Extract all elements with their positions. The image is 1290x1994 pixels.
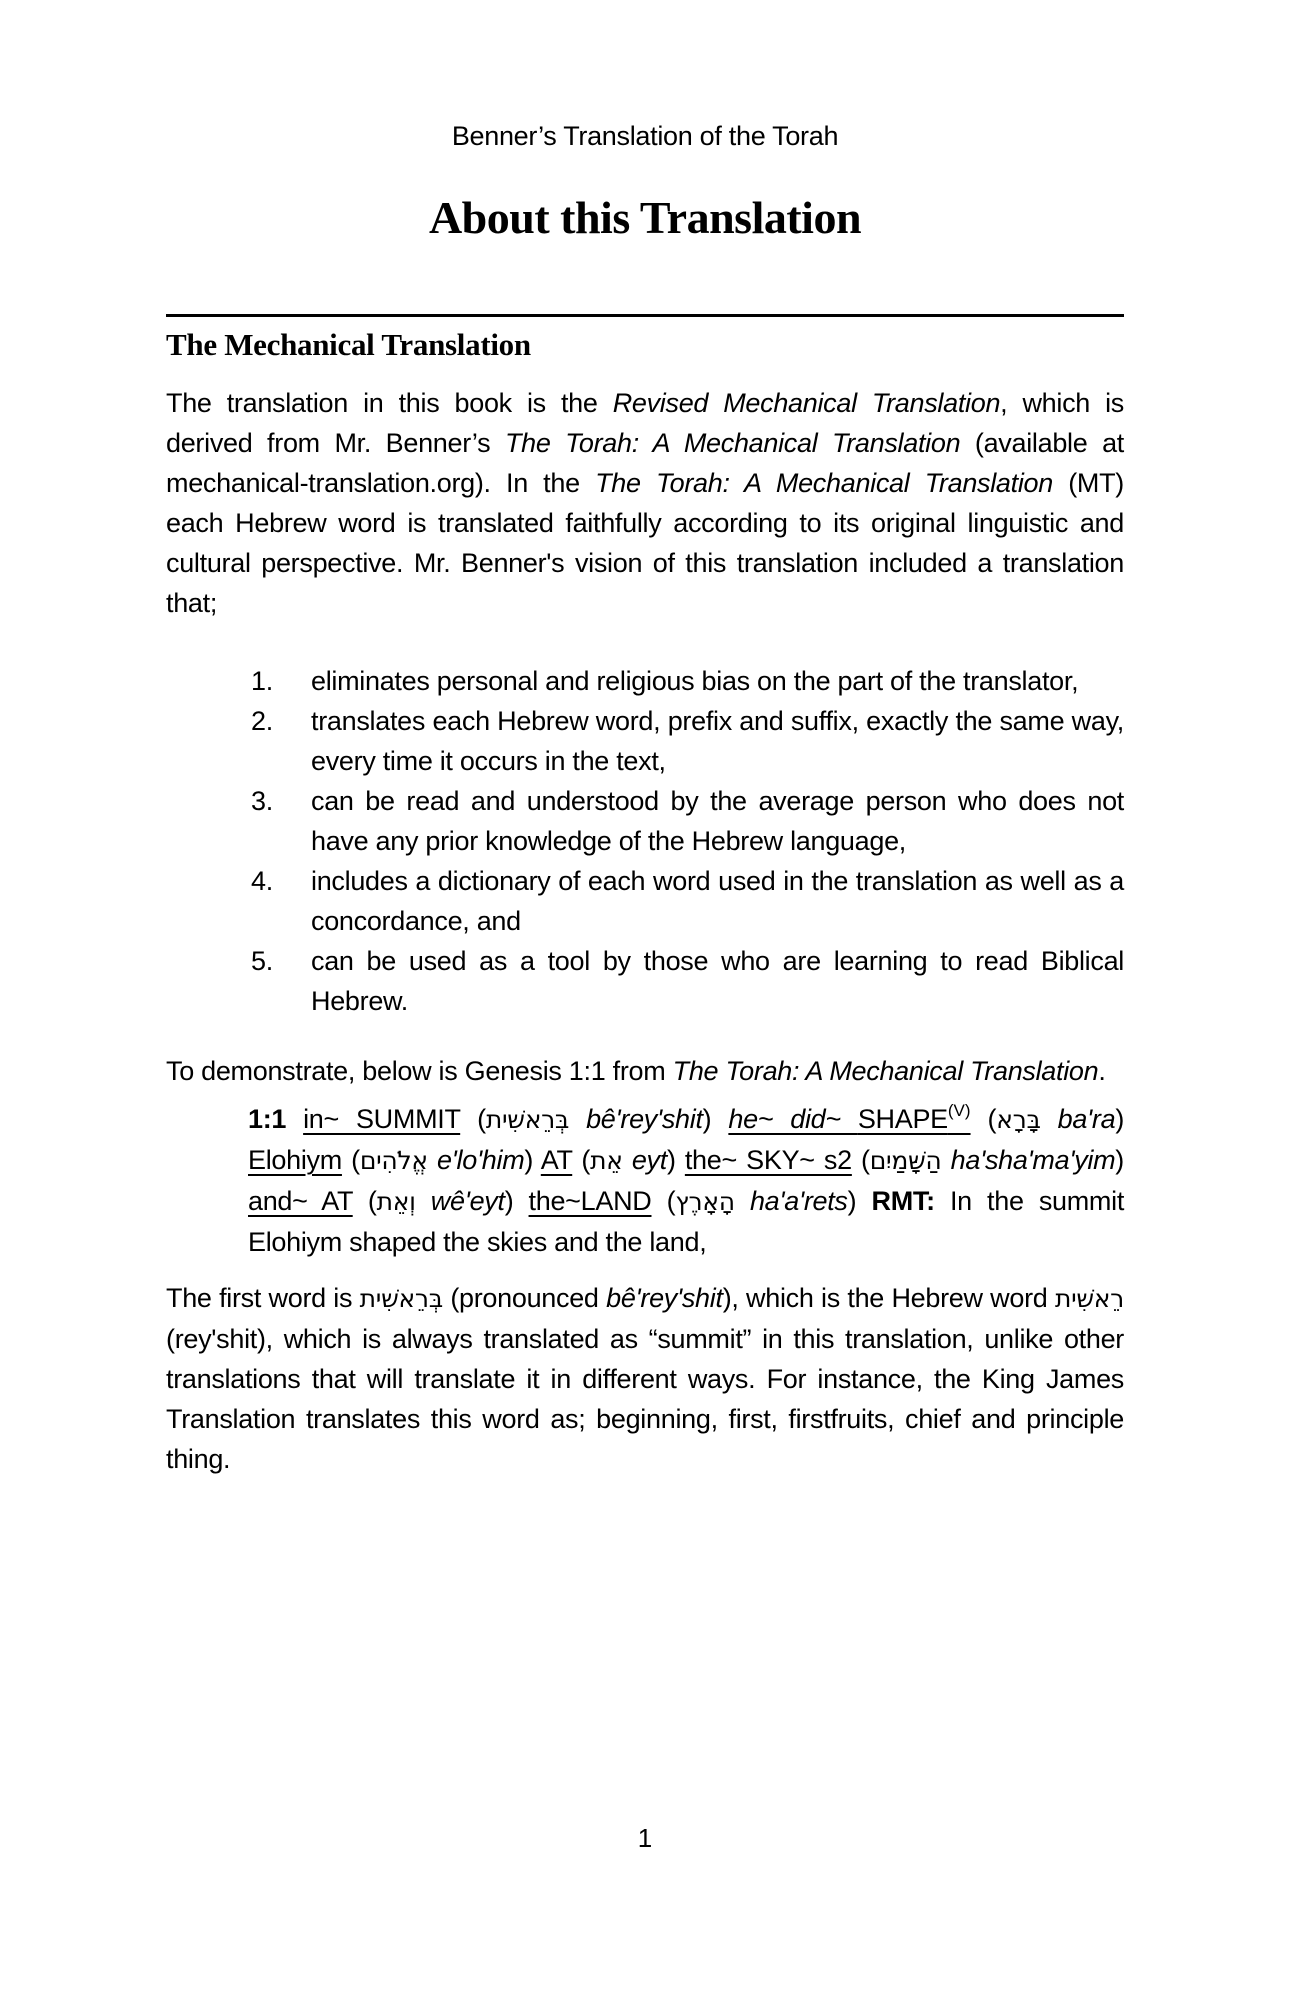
hebrew-word: וְאֵת (376, 1187, 416, 1216)
intro-paragraph: The translation in this book is the Revised Mechanical Translation, which is derived from Mr. Benner’s The Torah: A Mechanical Translation (available at mechanical-translation.org). In the The Torah: A Mechanical Translation (MT) each Hebrew word is translated faithfully according to its original linguistic and cultural perspective. Mr. Benner's vision of this translation included a translation that; (166, 388, 1125, 618)
verse-block: 1:1 in~ SUMMIT (בְּרֵאשִׁית bê'rey'shit) he~ did~ $SHAPE^{(V)}$ (בָּרָא ba'ra) Elohiym (אֱלֹהִים e'lo'him) AT (אֵת eyt) the~ SKY~ s2 (הַשָּׁמַיִם ha'sha'ma'yim) and~ AT (וְאֵת wê'eyt) the~LAND (הָאָרֶץ ha'a'rets) RMT: In the summit Elohiym shaped the skies and the land, (248, 1101, 1125, 1257)
hebrew-word: בָּרָא (996, 1105, 1041, 1134)
running-header: Benner’s Translation of the Torah (451, 121, 839, 151)
list-item-text: can be used as a tool by those who are learning to read Biblical Hebrew. (311, 946, 1124, 1016)
hebrew-word: הַשָּׁמַיִם (869, 1146, 942, 1175)
list-item-number: 1. (251, 666, 273, 696)
list-item (166, 781, 1124, 861)
list-item-text: translates each Hebrew word, prefix and suffix, exactly the same way, every time it occurs in the text, (311, 706, 1124, 776)
demonstrate-paragraph: To demonstrate, below is Genesis 1:1 from The Torah: A Mechanical Translation. (166, 1056, 1106, 1086)
hebrew-word: אֵת (590, 1146, 623, 1175)
list-item (166, 701, 1124, 781)
section-mechanical-translation (166, 314, 1124, 1479)
first-word-paragraph: The first word is בְּרֵאשִׁית (pronounced bê'rey'shit), which is the Hebrew word רֵאשִׁית (rey'shit), which is always translated as “summit” in this translation, unlike other translations that will translate it in different ways. For instance, the King James Translation translates this word as; beginning, first, firstfruits, chief and principle thing. (166, 1283, 1124, 1474)
hebrew-word: רֵאשִׁית (1054, 1284, 1124, 1313)
section-heading: The Mechanical Translation (166, 327, 531, 362)
list-item-number: 2. (251, 706, 273, 736)
list-item-text: includes a dictionary of each word used in the translation as well as a concordance, and (311, 866, 1124, 936)
list-item (166, 941, 1124, 1021)
page-number: 1 (637, 1823, 653, 1853)
numbered-list (166, 661, 1124, 1021)
text-column (166, 0, 1124, 1479)
list-item-number: 4. (251, 866, 273, 896)
list-item-text: eliminates personal and religious bias on the part of the translator, (311, 666, 1079, 696)
page-title: About this Translation (428, 192, 862, 243)
superscript: (V) (947, 1101, 971, 1120)
hebrew-word: הָאָרֶץ (675, 1187, 735, 1216)
hebrew-word: אֱלֹהִים (359, 1146, 428, 1175)
list-item (166, 661, 1124, 701)
list-item-text: can be read and understood by the average person who does not have any prior knowledge of the Hebrew language, (311, 786, 1124, 856)
list-item (166, 861, 1124, 941)
list-item-number: 5. (251, 946, 273, 976)
hebrew-word: בְּרֵאשִׁית (359, 1284, 443, 1313)
hebrew-word: בְּרֵאשִׁית (485, 1105, 570, 1134)
list-item-number: 3. (251, 786, 273, 816)
